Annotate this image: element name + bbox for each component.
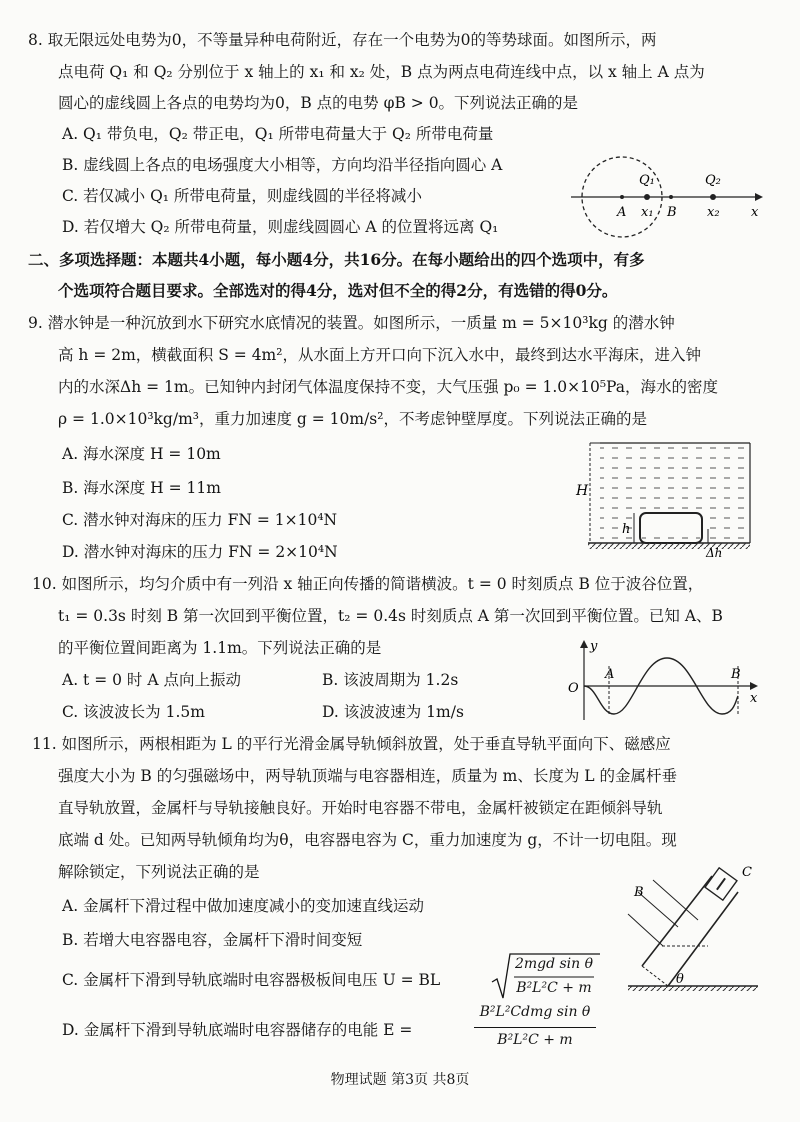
- wave-x-arrow-icon: [750, 682, 758, 690]
- q11-stem-line-1: 11. 如图所示，两根相距为 L 的平行光滑金属导轨倾斜放置，处于垂直导轨平面向下、磁感应: [32, 735, 671, 753]
- q2-label: Q₂: [705, 173, 721, 188]
- q10-stem-line-2: t₁ = 0.3s 时刻 B 第一次回到平衡位置，t₂ = 0.4s 时刻质点 A 第一次回到平衡位置。已知 A、B: [58, 607, 723, 625]
- q11-stem-line-2: 强度大小为 B 的匀强磁场中，两导轨顶端与电容器相连，质量为 m、长度为 L 的金属杆垂: [58, 767, 678, 785]
- section-2-line-1: 二、多项选择题：本题共4小题，每小题4分，共16分。在每小题给出的四个选项中，有多: [28, 250, 645, 269]
- q11-option-d: D. 金属杆下滑到导轨底端时电容器储存的电能 E =: [62, 1021, 413, 1039]
- q8-stem-line-1: 8. 取无限远处电势为0，不等量异种电荷附近，存在一个电势为0的等势球面。如图所示，两: [28, 31, 657, 49]
- q11-formula-c: [490, 952, 600, 1002]
- q10-stem-line-1: 10. 如图所示，均匀介质中有一列沿 x 轴正向传播的简谐横波。t = 0 时刻质点 B 位于波谷位置，: [32, 575, 704, 593]
- x2-label: x₂: [707, 205, 720, 220]
- q9-stem-line-2: 高 h = 2m，横截面积 S = 4m²，从水面上方开口向下沉入水中，最终到达水平海床，进入钟: [58, 346, 701, 364]
- q11-stem-line-4: 底端 d 处。已知两导轨倾角均为θ，电容器电容为 C，重力加速度为 g，不计一切电阻。现: [58, 831, 677, 849]
- formula-d-fraction-bar: [474, 1027, 596, 1028]
- q8-charge-figure: [565, 148, 765, 243]
- field-line-3: [628, 914, 663, 946]
- q11-inclined-rail-figure: [618, 862, 768, 992]
- q10-option-b: B. 该波周期为 1.2s: [322, 671, 459, 689]
- charge-q1-dot: [644, 194, 650, 200]
- wave-origin-label: O: [568, 681, 579, 696]
- ground-hatch: [628, 986, 758, 991]
- q10-stem-line-3: 的平衡位置间距离为 1.1m。下列说法正确的是: [58, 639, 382, 657]
- height-label: h: [622, 522, 631, 537]
- page-footer: 物理试题 第3页 共8页: [330, 1072, 470, 1088]
- q11-formula-d: [470, 1002, 600, 1054]
- b-label: B: [667, 205, 677, 220]
- q8-stem-line-3: 圆心的虚线圆上各点的电势均为0，B 点的电势 φB > 0。下列说法正确的是: [58, 94, 579, 112]
- q9-option-d: D. 潜水钟对海床的压力 FN = 2×10⁴N: [62, 543, 338, 561]
- x-axis-label: x: [751, 205, 759, 220]
- q9-option-b: B. 海水深度 H = 11m: [62, 479, 221, 497]
- charge-q2-dot: [710, 194, 716, 200]
- field-line-2: [653, 880, 698, 920]
- formula-c-denominator: B²L²C + m: [516, 980, 592, 996]
- q9-stem-line-3: 内的水深Δh = 1m。已知钟内封闭气体温度保持不变，大气压强 p₀ = 1.0×10⁵Pa，海水的密度: [58, 378, 719, 396]
- depth-label: H: [576, 483, 589, 499]
- q9-stem-line-1: 9. 潜水钟是一种沉放到水下研究水底情况的装置。如图所示，一质量 m = 5×10³kg 的潜水钟: [28, 314, 675, 332]
- q8-option-a: A. Q₁ 带负电，Q₂ 带正电，Q₁ 所带电荷量大于 Q₂ 所带电荷量: [62, 125, 494, 143]
- delta-h-label: Δh: [706, 546, 723, 558]
- formula-c-numerator: 2mgd sin θ: [514, 956, 594, 972]
- q9-stem-line-4: ρ = 1.0×10³kg/m³，重力加速度 g = 10m/s²，不考虑钟壁厚度。下列说法正确的是: [58, 410, 647, 428]
- q9-option-c: C. 潜水钟对海床的压力 FN = 1×10⁴N: [62, 511, 338, 529]
- upper-rail: [642, 876, 712, 966]
- q11-option-b: B. 若增大电容器电容，金属杆下滑时间变短: [62, 931, 363, 949]
- q10-option-a: A. t = 0 时 A 点向上振动: [62, 671, 241, 689]
- q8-stem-line-2: 点电荷 Q₁ 和 Q₂ 分别位于 x 轴上的 x₁ 和 x₂ 处，B 点为两点电荷连线中点，以 x 轴上 A 点为: [58, 63, 705, 81]
- bell-inner-water: [642, 529, 700, 543]
- rail-bottom-dash: [642, 966, 668, 986]
- q8-option-b: B. 虚线圆上各点的电场强度大小相等，方向均沿半径指向圆心 A: [62, 156, 503, 174]
- q1-label: Q₁: [639, 173, 655, 188]
- q11-stem-line-5: 解除锁定，下列说法正确的是: [58, 863, 260, 881]
- q11-option-a: A. 金属杆下滑过程中做加速度减小的变加速直线运动: [62, 897, 425, 915]
- q11-option-c: C. 金属杆下滑到导轨底端时电容器极板间电压 U = BL: [62, 971, 441, 989]
- capacitor-c-label: C: [742, 865, 752, 880]
- q10-option-d: D. 该波波速为 1m/s: [322, 703, 464, 721]
- wave-x-label: x: [750, 691, 758, 706]
- a-label: A: [617, 205, 627, 220]
- formula-d-numerator: B²L²Cdmg sin θ: [479, 1004, 591, 1020]
- section-2-line-2: 个选项符合题目要求。全部选对的得4分，选对但不全的得2分，有选错的得0分。: [58, 281, 618, 300]
- q9-option-a: A. 海水深度 H = 10m: [62, 445, 221, 463]
- q9-diving-bell-figure: [568, 433, 758, 558]
- x-axis-arrow-icon: [755, 193, 763, 201]
- wave-b-label: B: [731, 667, 741, 682]
- q10-wave-figure: [562, 636, 762, 724]
- wave-y-label: y: [590, 639, 598, 654]
- field-b-label: B: [634, 885, 644, 900]
- q10-option-c: C. 该波波长为 1.5m: [62, 703, 205, 721]
- angle-theta-label: θ: [676, 972, 684, 987]
- seabed-hatch: [588, 543, 750, 549]
- wave-y-arrow-icon: [580, 640, 588, 648]
- point-b-dot: [669, 195, 673, 199]
- wave-a-label: A: [605, 667, 615, 682]
- point-a-dot: [620, 195, 624, 199]
- formula-d-denominator: B²L²C + m: [497, 1032, 573, 1048]
- q8-option-c: C. 若仅减小 Q₁ 所带电荷量，则虚线圆的半径将减小: [62, 187, 422, 205]
- q11-stem-line-3: 直导轨放置，金属杆与导轨接触良好。开始时电容器不带电，金属杆被锁定在距倾斜导轨: [58, 799, 663, 817]
- x1-label: x₁: [641, 205, 654, 220]
- q8-option-d: D. 若仅增大 Q₂ 所带电荷量，则虚线圆圆心 A 的位置将远离 Q₁: [62, 218, 499, 236]
